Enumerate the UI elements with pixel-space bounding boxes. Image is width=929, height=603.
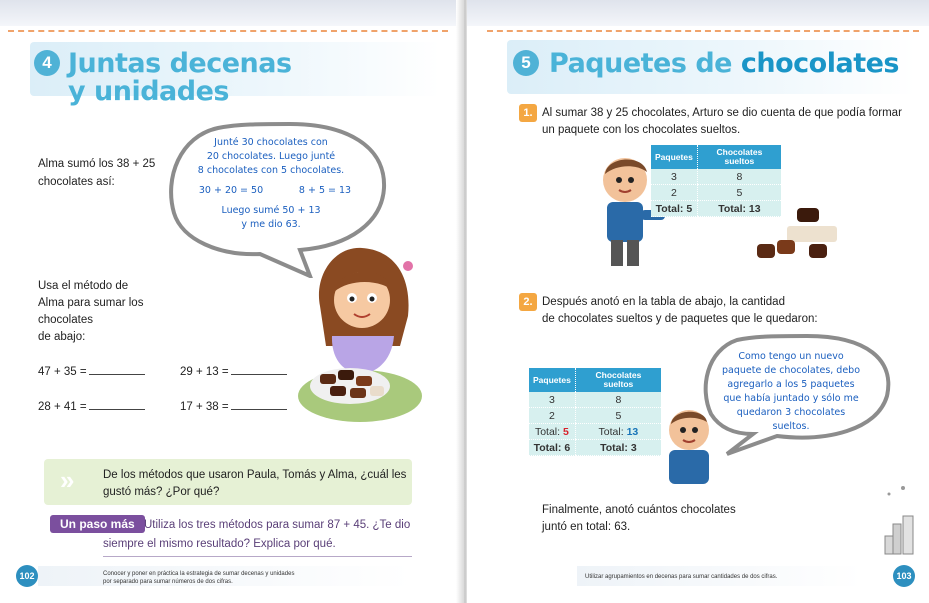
column-header: Paquetes bbox=[529, 368, 575, 392]
bubble-line: Como tengo un nuevo bbox=[738, 351, 844, 362]
answer-blank[interactable] bbox=[89, 364, 145, 375]
table-cell: Total: 5 bbox=[529, 424, 575, 440]
bubble-equation: 30 + 20 = 50 bbox=[198, 185, 264, 196]
bubble-line: Junté 30 chocolates con bbox=[214, 137, 328, 148]
exercise-label: 17 + 38 = bbox=[180, 401, 229, 413]
column-header: Chocolates sueltos bbox=[575, 368, 661, 392]
table-cell: 3 bbox=[529, 392, 575, 408]
lesson-title-line1: Juntas decenas bbox=[68, 48, 292, 79]
column-header: Chocolates sueltos bbox=[697, 145, 781, 169]
table-row bbox=[651, 185, 781, 201]
title-part: Paquetes de bbox=[549, 48, 732, 79]
table-2 bbox=[529, 368, 661, 456]
footer-text: Utilizar agrupamientos en decenas para sumar cantidades de dos cifras. bbox=[585, 574, 778, 580]
step1-text-1: Al sumar 38 y 25 chocolates, Arturo se dio cuenta de que podía formar bbox=[542, 107, 902, 119]
table-cell: 3 bbox=[651, 169, 697, 185]
answer-blank[interactable] bbox=[231, 364, 287, 375]
instruction-line: Usa el método de bbox=[38, 280, 129, 292]
divider bbox=[103, 556, 412, 557]
exercise-label: 29 + 13 = bbox=[180, 366, 229, 378]
table-cell: Total: 3 bbox=[575, 440, 661, 456]
title-part: chocolates bbox=[740, 48, 899, 79]
answer-blank[interactable] bbox=[89, 399, 145, 410]
exercise-2 bbox=[180, 364, 287, 380]
step2-text-2: de chocolates sueltos y de paquetes que le quedaron: bbox=[542, 313, 818, 325]
dashed-rule bbox=[487, 30, 919, 32]
table-row bbox=[529, 392, 661, 408]
footer-text-2: por separado para sumar números de dos cifras. bbox=[103, 579, 233, 585]
question-text-2: gustó más? ¿Por qué? bbox=[103, 486, 220, 498]
table-total-row bbox=[529, 424, 661, 440]
table-cell: 8 bbox=[697, 169, 781, 185]
paso-mas-text-1: Utiliza los tres métodos para sumar 87 + 45. ¿Te dio bbox=[144, 519, 411, 531]
answer-blank[interactable] bbox=[231, 399, 287, 410]
exercise-3 bbox=[38, 399, 145, 415]
exercise-4 bbox=[180, 399, 287, 415]
lesson-title bbox=[549, 49, 899, 78]
lesson-number: 5 bbox=[513, 50, 539, 76]
table-cell: Total: 13 bbox=[575, 424, 661, 440]
bubble-line: sueltos. bbox=[772, 421, 810, 432]
paso-mas-text-2: siempre el mismo resultado? Explica por qué. bbox=[103, 538, 336, 550]
bubble-line: que había juntado y sólo me bbox=[723, 393, 859, 404]
exercise-label: 28 + 41 = bbox=[38, 401, 87, 413]
top-band bbox=[0, 0, 462, 26]
top-band bbox=[467, 0, 929, 26]
lesson-number: 4 bbox=[34, 50, 60, 76]
table-cell: 2 bbox=[529, 408, 575, 424]
instruction-line: chocolates bbox=[38, 314, 93, 326]
table-cell: 5 bbox=[697, 185, 781, 201]
lesson-title-line2: y unidades bbox=[68, 76, 229, 107]
table-final-row bbox=[529, 440, 661, 456]
bubble-line: Luego sumé 50 + 13 bbox=[221, 205, 321, 216]
final-text-2: juntó en total: 63. bbox=[542, 521, 631, 533]
page-number: 102 bbox=[16, 565, 38, 587]
table-cell: Total: 13 bbox=[697, 201, 781, 217]
bubble-line: quedaron 3 chocolates bbox=[736, 407, 846, 418]
exercise-label: 47 + 35 = bbox=[38, 366, 87, 378]
bubble-line: 8 chocolates con 5 chocolates. bbox=[197, 165, 345, 176]
table-row bbox=[529, 408, 661, 424]
chocolates-illustration bbox=[747, 200, 857, 270]
table-cell: Total: 6 bbox=[529, 440, 575, 456]
footer-text-1: Conocer y poner en práctica la estrategia de sumar decenas y unidades bbox=[103, 571, 295, 577]
step-badge: 1. bbox=[519, 104, 537, 122]
intro-text-1: Alma sumó los 38 + 25 bbox=[38, 158, 156, 170]
table-cell: 8 bbox=[575, 392, 661, 408]
table-row bbox=[651, 169, 781, 185]
bubble-line: agregarlo a los 5 paquetes bbox=[727, 379, 855, 390]
right-page bbox=[467, 0, 929, 603]
table-cell: 2 bbox=[651, 185, 697, 201]
paso-mas-label: Un paso más bbox=[50, 515, 145, 533]
bubble-line: paquete de chocolates, debo bbox=[721, 365, 861, 376]
buildings-decoration bbox=[881, 480, 925, 560]
bubble-line: 20 chocolates. Luego junté bbox=[206, 151, 336, 162]
bubble-equation: 8 + 5 = 13 bbox=[298, 185, 352, 196]
chevron-icon: » bbox=[60, 465, 75, 495]
bubble-line: y me dio 63. bbox=[241, 219, 301, 230]
girl-illustration bbox=[290, 236, 430, 426]
question-text-1: De los métodos que usaron Paula, Tomás y Alma, ¿cuál les bbox=[103, 469, 407, 481]
step-badge: 2. bbox=[519, 293, 537, 311]
instruction-line: Alma para sumar los bbox=[38, 297, 144, 309]
step2-text-1: Después anotó en la tabla de abajo, la cantidad bbox=[542, 296, 785, 308]
table-cell: 5 bbox=[575, 408, 661, 424]
table-cell: Total: 5 bbox=[651, 201, 697, 217]
intro-text-2: chocolates así: bbox=[38, 176, 115, 188]
step1-text-2: un paquete con los chocolates sueltos. bbox=[542, 124, 741, 136]
column-header: Paquetes bbox=[651, 145, 697, 169]
page-number: 103 bbox=[893, 565, 915, 587]
instruction-line: de abajo: bbox=[38, 331, 86, 343]
final-text-1: Finalmente, anotó cuántos chocolates bbox=[542, 504, 736, 516]
exercise-1 bbox=[38, 364, 145, 380]
left-page bbox=[0, 0, 462, 603]
dashed-rule bbox=[8, 30, 448, 32]
